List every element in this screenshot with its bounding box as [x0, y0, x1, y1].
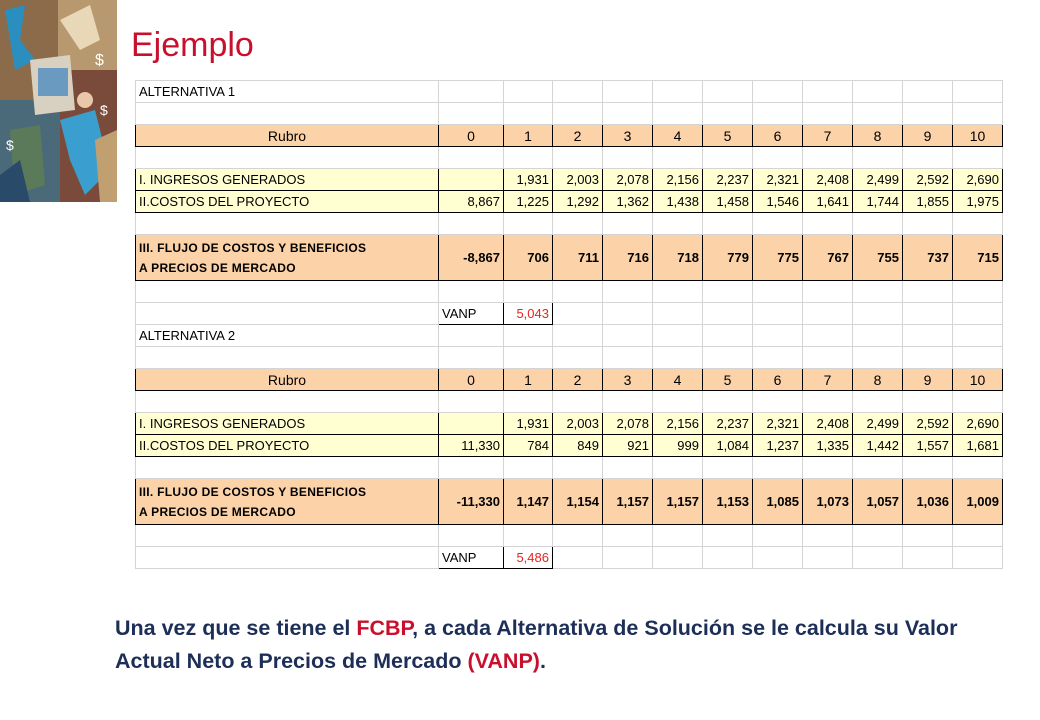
costos-value: 849 — [553, 435, 603, 457]
ingresos-value: 2,003 — [553, 169, 603, 191]
year-header: 3 — [603, 369, 653, 391]
empty-cell — [439, 213, 504, 235]
sheet-row — [136, 81, 1003, 103]
empty-cell — [953, 457, 1003, 479]
empty-cell — [504, 103, 553, 125]
year-header: 0 — [439, 125, 504, 147]
flujo-value: 711 — [553, 235, 603, 281]
empty-cell — [136, 213, 439, 235]
flujo-label — [136, 479, 439, 525]
sheet-row — [136, 125, 1003, 147]
sheet-row — [136, 435, 1003, 457]
caption-part1: Una vez que se tiene el — [115, 616, 357, 640]
sheet-row — [136, 147, 1003, 169]
year-header: 10 — [953, 369, 1003, 391]
sheet-row — [136, 169, 1003, 191]
empty-cell — [504, 347, 553, 369]
ingresos-value: 2,321 — [753, 413, 803, 435]
year-header: 7 — [803, 125, 853, 147]
empty-cell — [136, 147, 439, 169]
vanp-label: VANP — [439, 547, 504, 569]
costos-value: 1,546 — [753, 191, 803, 213]
empty-cell — [953, 325, 1003, 347]
empty-cell — [553, 213, 603, 235]
caption-vanp: (VANP) — [467, 649, 540, 673]
alternative-title: ALTERNATIVA 1 — [136, 81, 439, 103]
empty-cell — [504, 457, 553, 479]
flujo-value: 716 — [603, 235, 653, 281]
sheet-row — [136, 303, 1003, 325]
caption-part3: . — [539, 649, 546, 673]
empty-cell — [853, 525, 903, 547]
empty-cell — [653, 457, 703, 479]
flujo-value: 1,036 — [903, 479, 953, 525]
empty-cell — [903, 213, 953, 235]
flujo-value: 1,157 — [603, 479, 653, 525]
year-header: 8 — [853, 125, 903, 147]
empty-cell — [439, 457, 504, 479]
ingresos-value: 2,592 — [903, 413, 953, 435]
empty-cell — [853, 347, 903, 369]
empty-cell — [803, 457, 853, 479]
empty-cell — [439, 525, 504, 547]
ingresos-value: 2,592 — [903, 169, 953, 191]
flujo-value: 1,157 — [653, 479, 703, 525]
empty-cell — [703, 147, 753, 169]
empty-cell — [136, 547, 439, 569]
flujo-label-line2: A PRECIOS DE MERCADO — [139, 260, 296, 275]
costos-value: 8,867 — [439, 191, 504, 213]
empty-cell — [903, 325, 953, 347]
empty-cell — [753, 325, 803, 347]
sheet-row — [136, 413, 1003, 435]
empty-cell — [136, 281, 439, 303]
empty-cell — [603, 147, 653, 169]
empty-cell — [853, 281, 903, 303]
ingresos-value: 2,408 — [803, 169, 853, 191]
ingresos-value: 1,931 — [504, 413, 553, 435]
costos-value: 1,335 — [803, 435, 853, 457]
flujo-label — [136, 235, 439, 281]
flujo-value: 715 — [953, 235, 1003, 281]
costos-value: 1,855 — [903, 191, 953, 213]
empty-cell — [953, 147, 1003, 169]
costos-value: 1,362 — [603, 191, 653, 213]
empty-cell — [136, 525, 439, 547]
flujo-value: 1,085 — [753, 479, 803, 525]
ingresos-value: 2,499 — [853, 169, 903, 191]
empty-cell — [853, 325, 903, 347]
empty-cell — [504, 525, 553, 547]
empty-cell — [753, 391, 803, 413]
costos-value: 1,744 — [853, 191, 903, 213]
page-title: Ejemplo — [131, 26, 254, 64]
alternative-title: ALTERNATIVA 2 — [136, 325, 439, 347]
empty-cell — [703, 213, 753, 235]
costos-value: 1,975 — [953, 191, 1003, 213]
flujo-value: 1,057 — [853, 479, 903, 525]
empty-cell — [953, 303, 1003, 325]
flujo-value: 718 — [653, 235, 703, 281]
empty-cell — [803, 281, 853, 303]
costos-label: II.COSTOS DEL PROYECTO — [136, 191, 439, 213]
empty-cell — [603, 81, 653, 103]
flujo-value: 775 — [753, 235, 803, 281]
empty-cell — [903, 103, 953, 125]
empty-cell — [603, 547, 653, 569]
year-header: 0 — [439, 369, 504, 391]
empty-cell — [903, 391, 953, 413]
ingresos-value — [439, 169, 504, 191]
empty-cell — [803, 325, 853, 347]
empty-cell — [703, 81, 753, 103]
rubro-header: Rubro — [136, 369, 439, 391]
ingresos-value: 2,690 — [953, 413, 1003, 435]
empty-cell — [753, 347, 803, 369]
ingresos-value: 2,003 — [553, 413, 603, 435]
empty-cell — [504, 213, 553, 235]
ingresos-label: I. INGRESOS GENERADOS — [136, 169, 439, 191]
empty-cell — [603, 303, 653, 325]
flujo-value: 1,153 — [703, 479, 753, 525]
sheet-row — [136, 191, 1003, 213]
flujo-value: 755 — [853, 235, 903, 281]
empty-cell — [853, 303, 903, 325]
costos-value: 999 — [653, 435, 703, 457]
empty-cell — [439, 325, 504, 347]
year-header: 9 — [903, 125, 953, 147]
ingresos-value: 2,499 — [853, 413, 903, 435]
empty-cell — [703, 325, 753, 347]
empty-cell — [903, 547, 953, 569]
caption-text — [115, 612, 1015, 678]
empty-cell — [703, 457, 753, 479]
svg-text:$: $ — [100, 102, 108, 118]
sheet-row — [136, 457, 1003, 479]
empty-cell — [953, 103, 1003, 125]
flujo-value: 737 — [903, 235, 953, 281]
costos-value: 1,237 — [753, 435, 803, 457]
empty-cell — [553, 147, 603, 169]
empty-cell — [803, 213, 853, 235]
year-header: 2 — [553, 125, 603, 147]
flujo-value: 1,073 — [803, 479, 853, 525]
ingresos-value: 2,237 — [703, 413, 753, 435]
caption-fcbp: FCBP — [356, 616, 413, 640]
empty-cell — [439, 81, 504, 103]
year-header: 2 — [553, 369, 603, 391]
costos-value: 921 — [603, 435, 653, 457]
empty-cell — [439, 391, 504, 413]
empty-cell — [603, 103, 653, 125]
empty-cell — [653, 325, 703, 347]
flujo-value: -8,867 — [439, 235, 504, 281]
flujo-value: 1,147 — [504, 479, 553, 525]
empty-cell — [903, 81, 953, 103]
empty-cell — [553, 303, 603, 325]
empty-cell — [653, 147, 703, 169]
empty-cell — [853, 457, 903, 479]
costos-value: 784 — [504, 435, 553, 457]
year-header: 10 — [953, 125, 1003, 147]
year-header: 7 — [803, 369, 853, 391]
empty-cell — [553, 525, 603, 547]
empty-cell — [953, 81, 1003, 103]
empty-cell — [753, 147, 803, 169]
flujo-label-line1: III. FLUJO DE COSTOS Y BENEFICIOS — [139, 240, 367, 255]
empty-cell — [753, 281, 803, 303]
empty-cell — [903, 281, 953, 303]
costos-value: 11,330 — [439, 435, 504, 457]
empty-cell — [603, 347, 653, 369]
empty-cell — [903, 147, 953, 169]
empty-cell — [603, 325, 653, 347]
empty-cell — [136, 103, 439, 125]
empty-cell — [603, 281, 653, 303]
empty-cell — [136, 391, 439, 413]
sheet-row — [136, 347, 1003, 369]
empty-cell — [753, 213, 803, 235]
costos-value: 1,292 — [553, 191, 603, 213]
empty-cell — [553, 281, 603, 303]
empty-cell — [853, 213, 903, 235]
sheet-row — [136, 281, 1003, 303]
sheet-row — [136, 525, 1003, 547]
empty-cell — [504, 325, 553, 347]
empty-cell — [803, 347, 853, 369]
empty-cell — [439, 103, 504, 125]
ingresos-value: 2,078 — [603, 413, 653, 435]
empty-cell — [953, 547, 1003, 569]
empty-cell — [753, 81, 803, 103]
empty-cell — [853, 103, 903, 125]
empty-cell — [504, 281, 553, 303]
empty-cell — [439, 347, 504, 369]
ingresos-value: 2,078 — [603, 169, 653, 191]
sheet-row — [136, 369, 1003, 391]
empty-cell — [753, 547, 803, 569]
empty-cell — [653, 391, 703, 413]
empty-cell — [653, 547, 703, 569]
ingresos-value: 2,408 — [803, 413, 853, 435]
empty-cell — [853, 147, 903, 169]
year-header: 4 — [653, 369, 703, 391]
empty-cell — [803, 391, 853, 413]
empty-cell — [653, 281, 703, 303]
costos-value: 1,225 — [504, 191, 553, 213]
empty-cell — [803, 147, 853, 169]
empty-cell — [603, 525, 653, 547]
empty-cell — [703, 103, 753, 125]
empty-cell — [703, 347, 753, 369]
empty-cell — [803, 81, 853, 103]
flujo-value: -11,330 — [439, 479, 504, 525]
empty-cell — [136, 347, 439, 369]
costos-value: 1,084 — [703, 435, 753, 457]
year-header: 5 — [703, 369, 753, 391]
sheet-row — [136, 547, 1003, 569]
empty-cell — [853, 81, 903, 103]
empty-cell — [553, 103, 603, 125]
year-header: 6 — [753, 369, 803, 391]
empty-cell — [553, 547, 603, 569]
empty-cell — [753, 103, 803, 125]
flujo-value: 779 — [703, 235, 753, 281]
empty-cell — [703, 281, 753, 303]
empty-cell — [753, 525, 803, 547]
year-header: 4 — [653, 125, 703, 147]
ingresos-value: 2,321 — [753, 169, 803, 191]
costos-value: 1,442 — [853, 435, 903, 457]
business-clipart-icon — [0, 0, 117, 202]
costos-label: II.COSTOS DEL PROYECTO — [136, 435, 439, 457]
empty-cell — [136, 457, 439, 479]
empty-cell — [803, 103, 853, 125]
empty-cell — [653, 213, 703, 235]
sheet-row — [136, 391, 1003, 413]
flujo-value: 767 — [803, 235, 853, 281]
empty-cell — [703, 303, 753, 325]
flujo-label-line1: III. FLUJO DE COSTOS Y BENEFICIOS — [139, 484, 367, 499]
costos-value: 1,641 — [803, 191, 853, 213]
ingresos-value: 1,931 — [504, 169, 553, 191]
empty-cell — [653, 525, 703, 547]
empty-cell — [953, 391, 1003, 413]
empty-cell — [603, 391, 653, 413]
flujo-value: 706 — [504, 235, 553, 281]
costos-value: 1,557 — [903, 435, 953, 457]
ingresos-value: 2,690 — [953, 169, 1003, 191]
empty-cell — [504, 147, 553, 169]
svg-text:$: $ — [6, 137, 14, 153]
flujo-value: 1,009 — [953, 479, 1003, 525]
ingresos-value: 2,237 — [703, 169, 753, 191]
empty-cell — [504, 81, 553, 103]
caption-part2: , a cada Alternativa de Solución se le calcula su Valor Actual Neto a Precios de Mercado — [115, 616, 958, 673]
empty-cell — [553, 325, 603, 347]
costos-value: 1,681 — [953, 435, 1003, 457]
flujo-label-line2: A PRECIOS DE MERCADO — [139, 504, 296, 519]
empty-cell — [903, 303, 953, 325]
ingresos-value: 2,156 — [653, 413, 703, 435]
empty-cell — [439, 147, 504, 169]
empty-cell — [953, 525, 1003, 547]
ingresos-value — [439, 413, 504, 435]
sheet-row — [136, 103, 1003, 125]
sheet-row — [136, 325, 1003, 347]
empty-cell — [703, 391, 753, 413]
empty-cell — [553, 347, 603, 369]
empty-cell — [653, 81, 703, 103]
empty-cell — [603, 213, 653, 235]
rubro-header: Rubro — [136, 125, 439, 147]
empty-cell — [553, 391, 603, 413]
empty-cell — [803, 547, 853, 569]
empty-cell — [553, 81, 603, 103]
empty-cell — [504, 391, 553, 413]
empty-cell — [753, 303, 803, 325]
empty-cell — [439, 281, 504, 303]
year-header: 6 — [753, 125, 803, 147]
empty-cell — [653, 347, 703, 369]
empty-cell — [703, 525, 753, 547]
sheet-row — [136, 479, 1003, 525]
empty-cell — [903, 347, 953, 369]
empty-cell — [703, 547, 753, 569]
empty-cell — [653, 103, 703, 125]
year-header: 1 — [504, 369, 553, 391]
costos-value: 1,458 — [703, 191, 753, 213]
vanp-label: VANP — [439, 303, 504, 325]
sheet-row — [136, 235, 1003, 281]
flujo-value: 1,154 — [553, 479, 603, 525]
empty-cell — [803, 525, 853, 547]
empty-cell — [136, 303, 439, 325]
empty-cell — [903, 457, 953, 479]
empty-cell — [953, 213, 1003, 235]
year-header: 9 — [903, 369, 953, 391]
year-header: 5 — [703, 125, 753, 147]
empty-cell — [953, 347, 1003, 369]
empty-cell — [853, 547, 903, 569]
sheet-row — [136, 213, 1003, 235]
year-header: 1 — [504, 125, 553, 147]
year-header: 3 — [603, 125, 653, 147]
empty-cell — [553, 457, 603, 479]
spreadsheet — [135, 80, 1003, 569]
empty-cell — [803, 303, 853, 325]
svg-text:$: $ — [95, 52, 104, 69]
ingresos-value: 2,156 — [653, 169, 703, 191]
vanp-value: 5,486 — [504, 547, 553, 569]
year-header: 8 — [853, 369, 903, 391]
ingresos-label: I. INGRESOS GENERADOS — [136, 413, 439, 435]
empty-cell — [603, 457, 653, 479]
empty-cell — [853, 391, 903, 413]
empty-cell — [903, 525, 953, 547]
empty-cell — [953, 281, 1003, 303]
costos-value: 1,438 — [653, 191, 703, 213]
empty-cell — [653, 303, 703, 325]
vanp-value: 5,043 — [504, 303, 553, 325]
empty-cell — [753, 457, 803, 479]
